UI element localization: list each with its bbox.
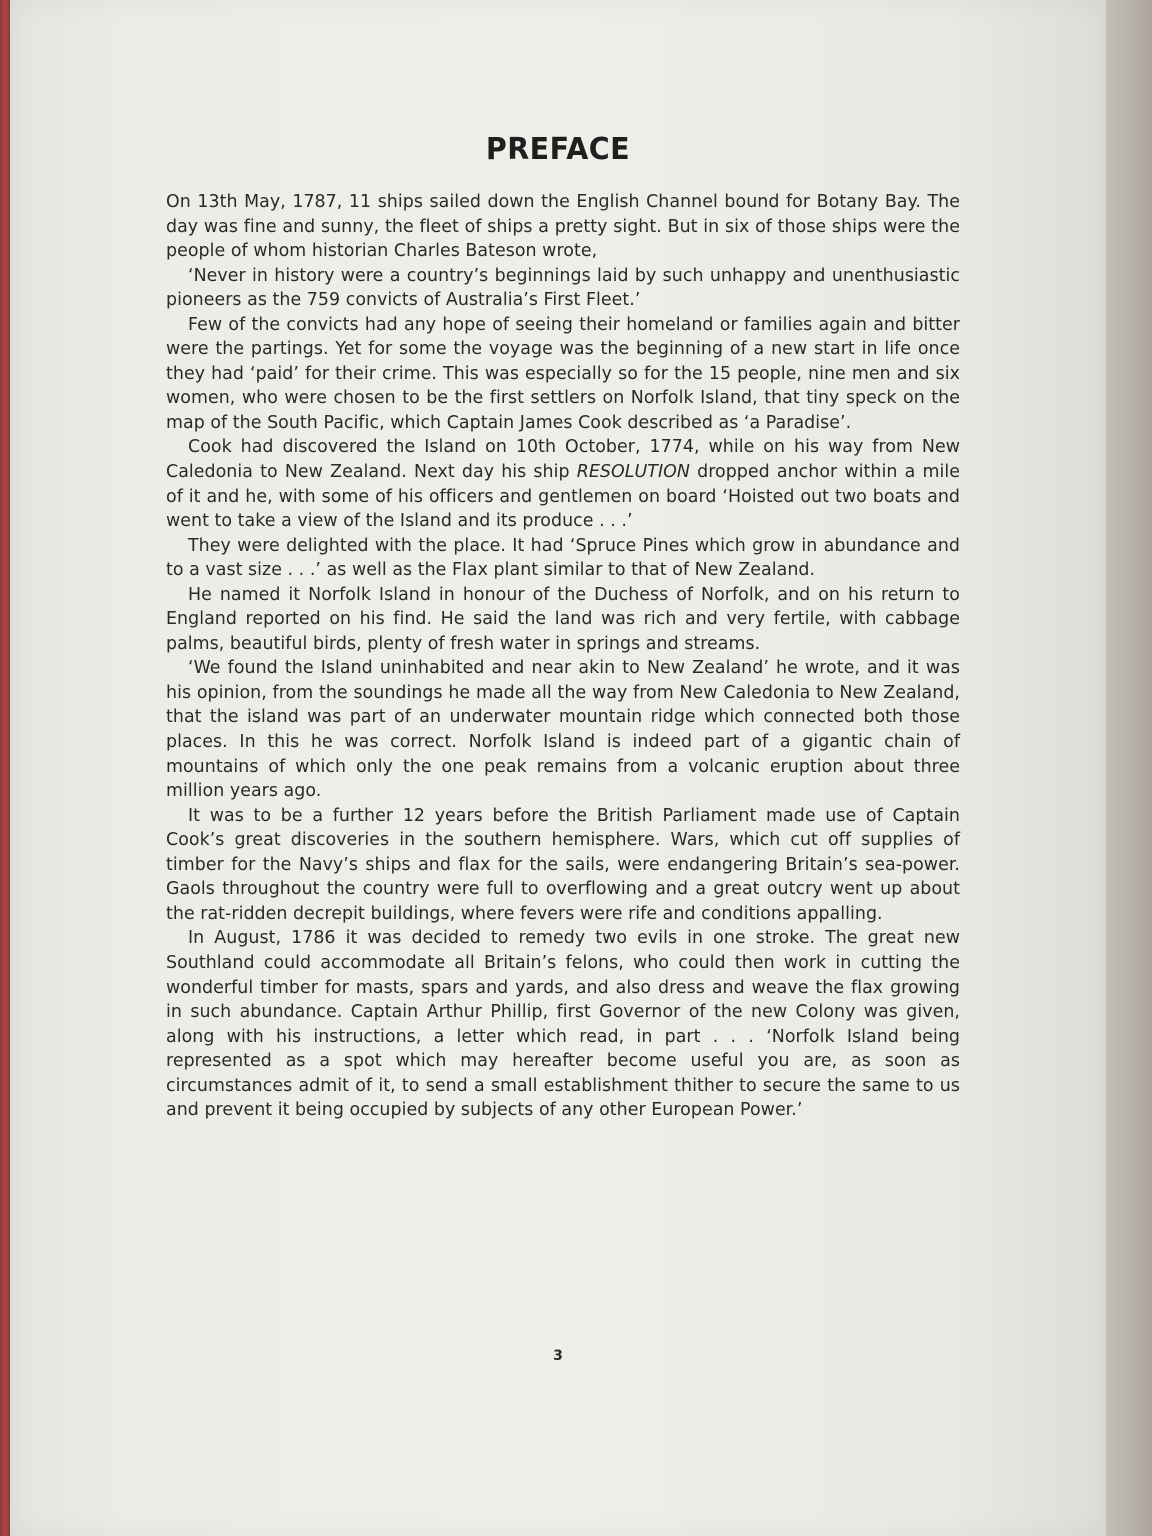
adjacent-page-edge: [1102, 0, 1152, 1536]
paragraph-9: In August, 1786 it was decided to remedy two evils in one stroke. The great new Southland could accommodate all Britain’s felons, who could then work in cutting the wonderful timber for masts, spars and yards, and also dress and weave the flax growing in such abundance. Captain Arthur Phillip, first Governor of the new Colony was given, along with his instructions, a letter which read, in part . . . ‘Norfolk Island being represented as a spot which may hereafter become useful you are, as soon as circumstances admit of it, to send a small establishment thither to secure the same to us and prevent it being occupied by subjects of any other European Power.’: [166, 928, 960, 1121]
page-number: 3: [553, 1348, 563, 1364]
paragraph-2: ‘Never in history were a country’s beginnings laid by such unhappy and unenthusiastic pioneers as the 759 convicts of Australia’s First Fleet.’: [166, 265, 960, 311]
preface-body: [166, 190, 960, 1123]
paragraph-4: [166, 435, 960, 533]
paragraph-5: They were delighted with the place. It had ‘Spruce Pines which grow in abundance and to a vast size . . .’ as well as the Flax plant similar to that of New Zealand.: [166, 535, 960, 581]
paragraph-4-text-end: dropped anchor within a mile of it and he, with some of his officers and gentlemen on board ‘Hoisted out two boats and went to take a view of the Island and its produce . . .’: [166, 462, 960, 532]
paragraph-4-text-start: Cook had discovered the Island on 10th October, 1774, while on his way from New Caledonia to New Zealand. Next day his ship: [166, 437, 960, 483]
paragraph-6: He named it Norfolk Island in honour of the Duchess of Norfolk, and on his return to England reported on his find. He said the land was rich and very fertile, with cabbage palms, beautiful birds, plenty of fresh water in springs and streams.: [166, 584, 960, 654]
book-page: [10, 0, 1106, 1536]
paragraph-3: Few of the convicts had any hope of seeing their homeland or families again and bitter were the partings. Yet for some the voyage was the beginning of a new start in life once they had ‘paid’ for their crime. This was especially so for the 15 people, nine men and six women, who were chosen to be the first settlers on Norfolk Island, that tiny speck on the map of the South Pacific, which Captain James Cook described as ‘a Paradise’.: [166, 314, 960, 433]
paragraph-8: It was to be a further 12 years before the British Parliament made use of Captain Cook’s great discoveries in the southern hemisphere. Wars, which cut off supplies of timber for the Navy’s ships and flax for the sails, were endangering Britain’s sea-power. Gaols throughout the country were full to overflowing and a great outcry went up about the rat-ridden decrepit buildings, where fevers were rife and conditions appalling.: [166, 805, 960, 924]
page-title: PREFACE: [485, 132, 631, 167]
paragraph-7: ‘We found the Island uninhabited and near akin to New Zealand’ he wrote, and it was his opinion, from the soundings he made all the way from New Caledonia to New Zealand, that the island was part of an underwater mountain ridge which connected both those places. In this he was correct. Norfolk Island is indeed part of a gigantic chain of mountains of which only the one peak remains from a volcanic eruption about three million years ago.: [166, 658, 960, 802]
ship-name: RESOLUTION: [576, 462, 690, 483]
paragraph-1: On 13th May, 1787, 11 ships sailed down the English Channel bound for Botany Bay. The day was fine and sunny, the fleet of ships a pretty sight. But in six of those ships were the people of whom historian Charles Bateson wrote,: [166, 192, 960, 262]
